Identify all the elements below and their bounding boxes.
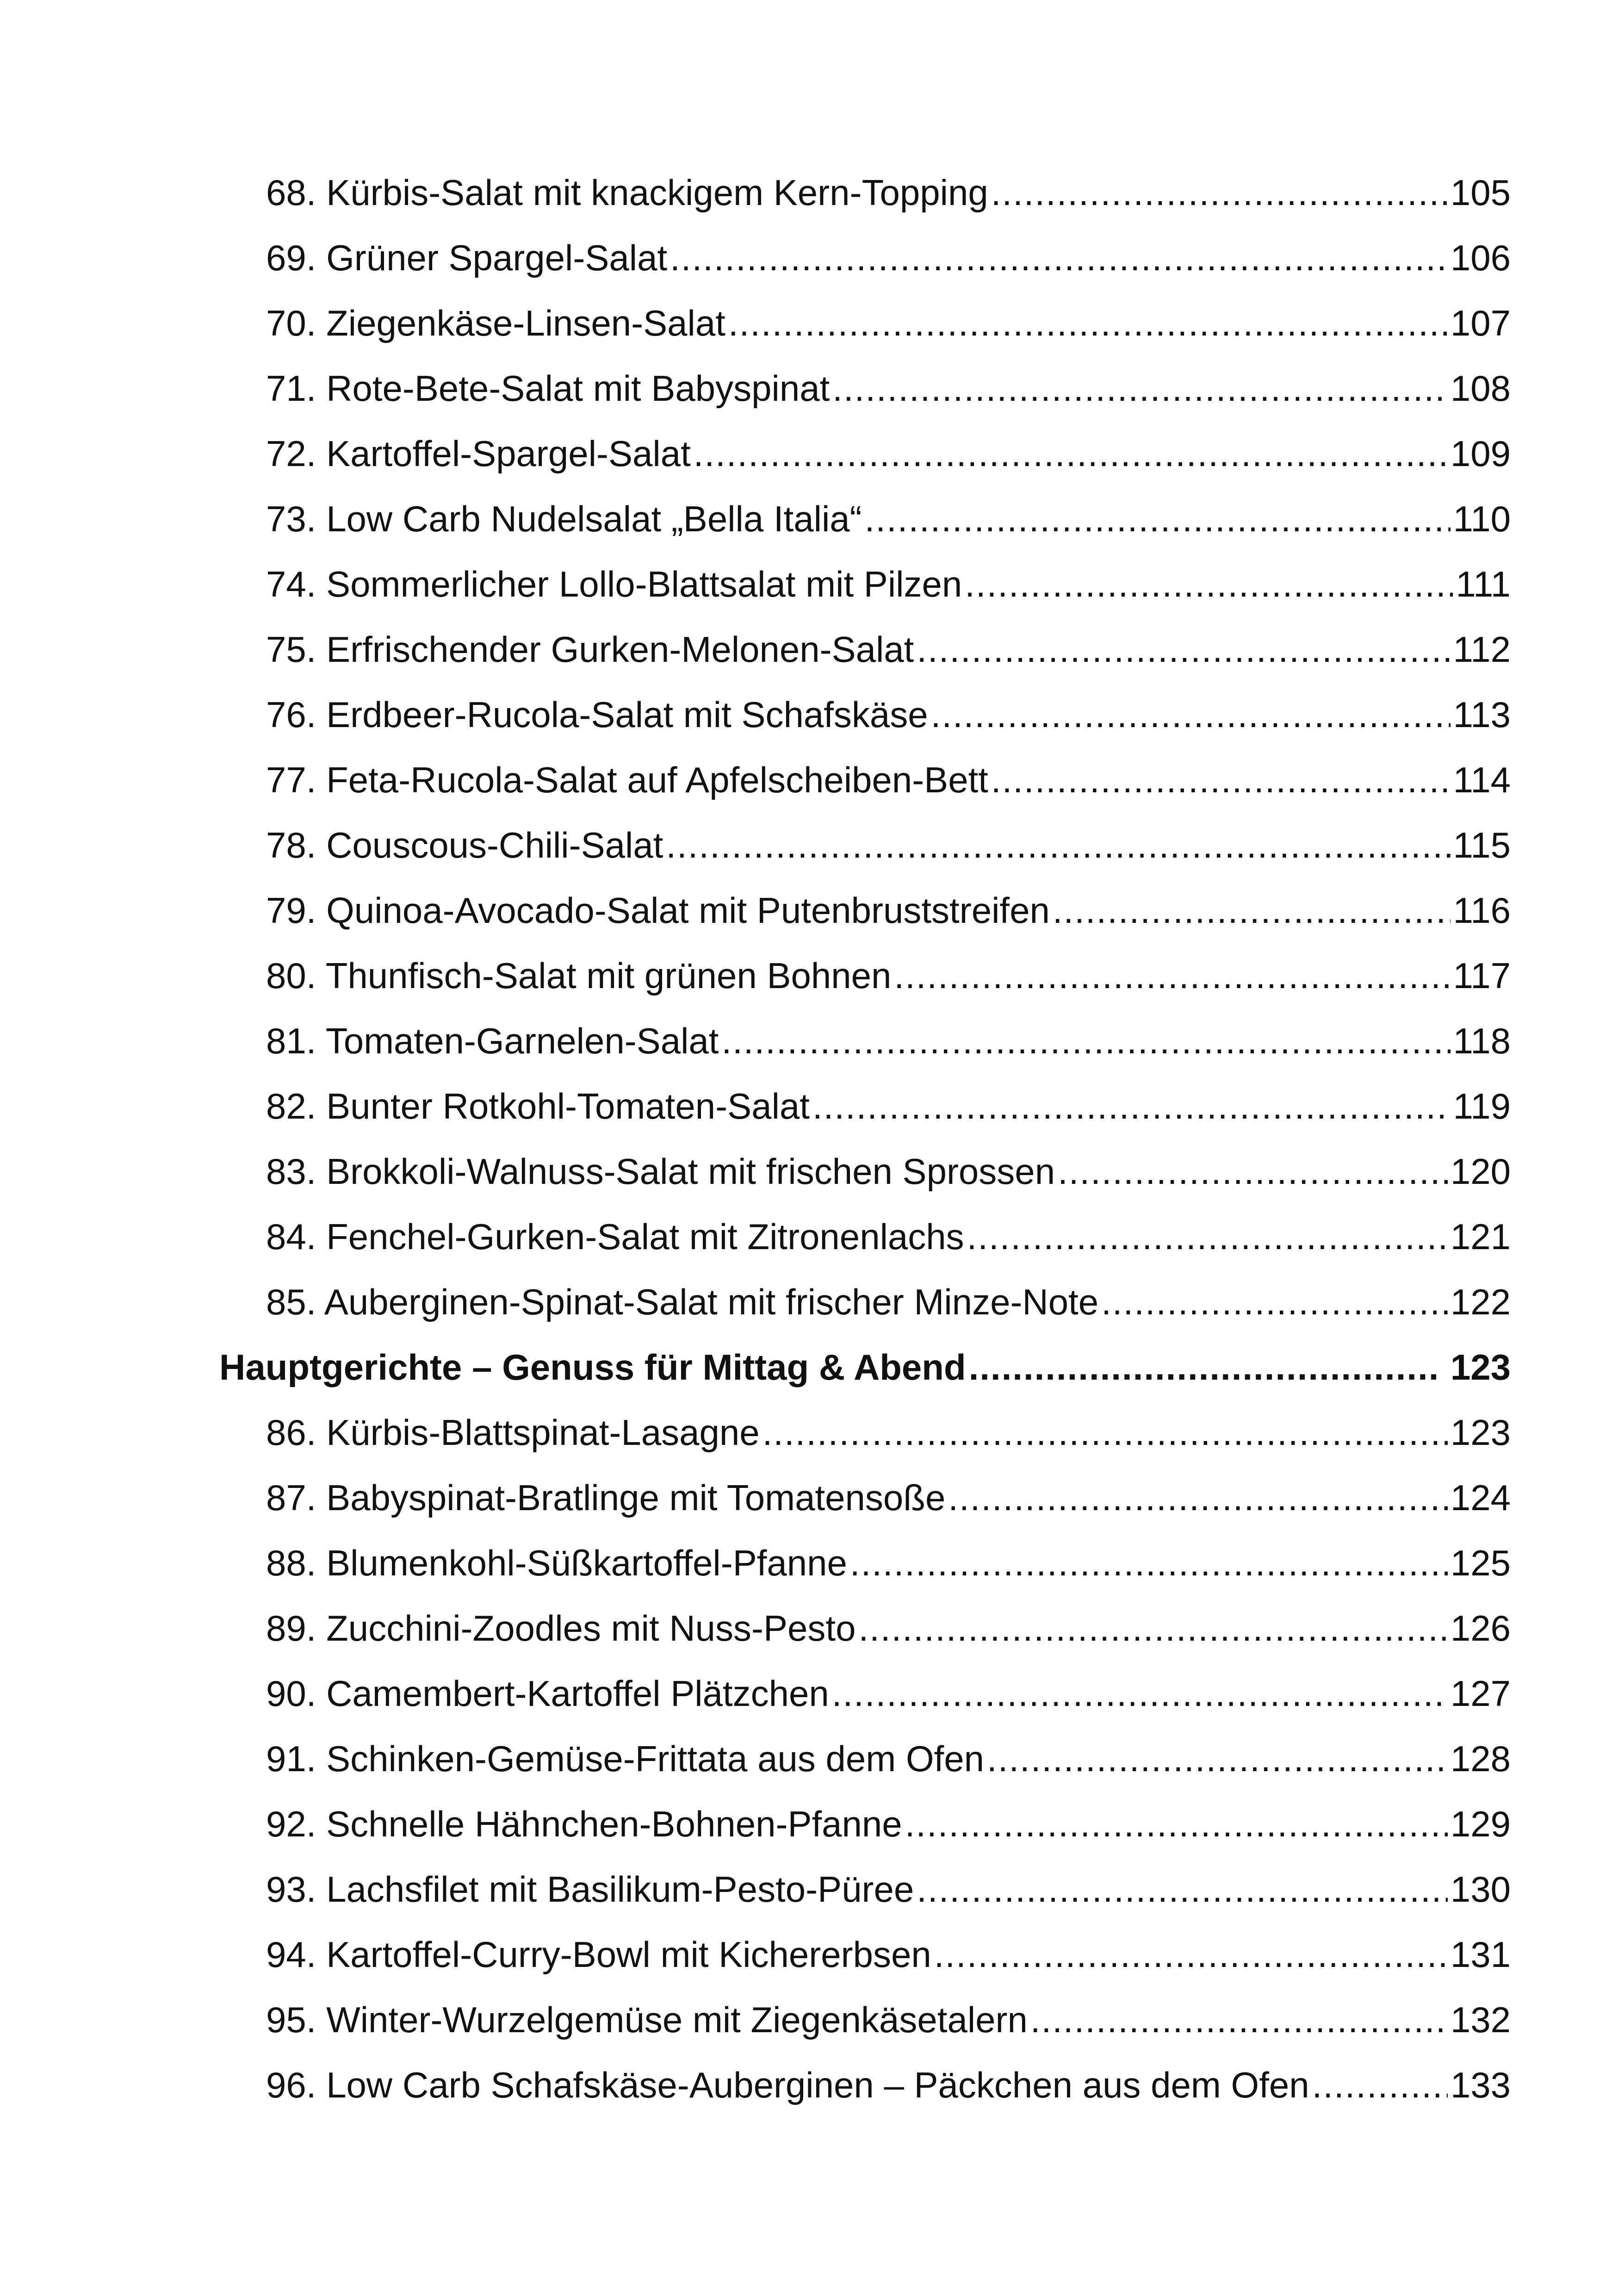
toc-row-content [266,617,1511,682]
toc-page-number: 130 [1450,1869,1511,1910]
toc-row-content [266,1074,1511,1139]
dot-leader [832,356,1448,421]
toc-row-content [266,1596,1511,1661]
toc-entry [0,1139,1618,1204]
toc-entry-title: 81. Tomaten-Garnelen-Salat [266,1020,719,1061]
dot-leader [850,1531,1448,1596]
toc-row-content [266,356,1511,421]
toc-page-number: 121 [1450,1216,1511,1257]
toc-entry-title: 72. Kartoffel-Spargel-Salat [266,433,691,474]
toc-entry [0,356,1618,421]
dot-leader [865,486,1451,552]
toc-entry-title: 93. Lachsfilet mit Basilikum-Pesto-Püree [266,1869,914,1910]
toc-page-number: 133 [1450,2065,1511,2105]
dot-leader [917,617,1450,682]
toc-row-content [266,552,1511,617]
toc-entry-title: 79. Quinoa-Avocado-Salat mit Putenbruststreifen [266,890,1050,931]
toc-page-number: 106 [1450,237,1511,278]
toc-entry-title: 90. Camembert-Kartoffel Plätzchen [266,1673,829,1714]
dot-leader [987,1726,1448,1792]
toc-entry [0,1008,1618,1074]
toc-row-content [266,1987,1511,2053]
dot-leader [1053,878,1451,943]
dot-leader [1312,2053,1448,2118]
toc-row-content [266,682,1511,747]
toc-page-number: 122 [1450,1282,1511,1322]
toc-page-number: 126 [1450,1608,1511,1649]
dot-leader [763,1400,1448,1465]
toc-page-number: 123 [1450,1412,1511,1453]
toc-entry [0,1074,1618,1139]
toc-entry-title: 78. Couscous-Chili-Salat [266,825,663,865]
toc-entry [0,1726,1618,1792]
dot-leader [721,1008,1450,1074]
toc-row-content [266,1400,1511,1465]
toc-row-content [266,1792,1511,1857]
toc-entry [0,878,1618,943]
toc-row-content [266,1922,1511,1987]
toc-entry [0,1400,1618,1465]
toc-page-number: 132 [1450,1999,1511,2040]
toc-entry-title: 88. Blumenkohl-Süßkartoffel-Pfanne [266,1543,847,1583]
dot-leader [991,747,1451,813]
toc-entry [0,1922,1618,1987]
dot-leader [666,813,1450,878]
toc-entry [0,2053,1618,2118]
dot-leader [832,1661,1448,1726]
toc-entry-title: 95. Winter-Wurzelgemüse mit Ziegenkäsetalern [266,1999,1028,2040]
toc-row-content [219,1335,1511,1400]
toc-page-number: 120 [1450,1151,1511,1192]
toc-row-content [266,291,1511,356]
dot-leader [967,1204,1448,1269]
toc-entry [0,943,1618,1008]
toc-entry-title: 69. Grüner Spargel-Salat [266,237,668,278]
toc-entry [0,1792,1618,1857]
toc-page-number: 117 [1453,955,1511,996]
dot-leader [905,1792,1448,1857]
dot-leader [969,1335,1437,1400]
toc-entry-title: 68. Kürbis-Salat mit knackigem Kern-Topping [266,172,988,213]
dot-leader [934,1922,1448,1987]
toc-entry [0,1661,1618,1726]
toc-entry [0,291,1618,356]
toc-entry [0,486,1618,552]
toc-entry [0,813,1618,878]
toc-row-content [266,1661,1511,1726]
dot-leader [728,291,1448,356]
toc-page-number: 112 [1453,629,1511,670]
toc-entry [0,1465,1618,1531]
toc-entry-title: 86. Kürbis-Blattspinat-Lasagne [266,1412,760,1453]
dot-leader [670,225,1448,291]
toc-page-number: 124 [1450,1477,1511,1518]
toc-entry-title: 73. Low Carb Nudelsalat „Bella Italia“ [266,498,862,539]
toc-entry [0,682,1618,747]
table-of-contents [0,160,1618,2118]
toc-entry [0,747,1618,813]
toc-page-number: 110 [1453,498,1511,539]
toc-row-content [266,813,1511,878]
toc-entry [0,1269,1618,1335]
toc-row-content [266,943,1511,1008]
toc-entry [0,1857,1618,1922]
toc-entry-title: 85. Auberginen-Spinat-Salat mit frischer Minze-Note [266,1282,1099,1322]
toc-entry-title: 80. Thunfisch-Salat mit grünen Bohnen [266,955,892,996]
dot-leader [894,943,1450,1008]
toc-entry [0,421,1618,486]
toc-entry [0,1596,1618,1661]
toc-entry-title: 77. Feta-Rucola-Salat auf Apfelscheiben-Bett [266,759,988,800]
toc-page-number: 109 [1450,433,1511,474]
toc-entry [0,552,1618,617]
toc-page-number: 129 [1450,1804,1511,1844]
toc-row-content [266,421,1511,486]
dot-leader [694,421,1448,486]
toc-entry-title: 76. Erdbeer-Rucola-Salat mit Schafskäse [266,694,928,735]
dot-leader [1058,1139,1448,1204]
toc-row-content [266,225,1511,291]
dot-leader [1101,1269,1448,1335]
toc-page-number: 128 [1450,1738,1511,1779]
toc-row-content [266,160,1511,225]
toc-entry [0,160,1618,225]
toc-page-number: 114 [1453,759,1511,800]
toc-entry-title: 83. Brokkoli-Walnuss-Salat mit frischen Sprossen [266,1151,1055,1192]
toc-entry-title: 89. Zucchini-Zoodles mit Nuss-Pesto [266,1608,856,1649]
toc-page-number: 127 [1450,1673,1511,1714]
toc-entry-title: 82. Bunter Rotkohl-Tomaten-Salat [266,1086,810,1126]
dot-leader [812,1074,1451,1139]
toc-entry-title: 92. Schnelle Hähnchen-Bohnen-Pfanne [266,1804,902,1844]
toc-entry [0,225,1618,291]
toc-row-content [266,2053,1511,2118]
toc-entry-title: 70. Ziegenkäse-Linsen-Salat [266,303,725,343]
toc-page-number: 113 [1453,694,1511,735]
toc-row-content [266,747,1511,813]
toc-row-content [266,1008,1511,1074]
toc-entry-title: 91. Schinken-Gemüse-Frittata aus dem Ofen [266,1738,985,1779]
toc-entry [0,1987,1618,2053]
dot-leader [991,160,1448,225]
toc-entry [0,617,1618,682]
dot-leader [965,552,1453,617]
toc-entry-title: 75. Erfrischender Gurken-Melonen-Salat [266,629,914,670]
toc-entry-title: 71. Rote-Bete-Salat mit Babyspinat [266,368,830,409]
toc-row-content [266,1857,1511,1922]
toc-section-title: Hauptgerichte – Genuss für Mittag & Abend [219,1347,966,1388]
toc-row-content [266,878,1511,943]
toc-entry [0,1204,1618,1269]
toc-page-number: 115 [1453,825,1511,865]
toc-entry-title: 84. Fenchel-Gurken-Salat mit Zitronenlachs [266,1216,964,1257]
toc-page-number: 108 [1450,368,1511,409]
toc-entry-title: 94. Kartoffel-Curry-Bowl mit Kichererbsen [266,1934,931,1975]
toc-entry-title: 87. Babyspinat-Bratlinge mit Tomatensoße [266,1477,946,1518]
dot-leader [858,1596,1447,1661]
toc-page-number: 107 [1450,303,1511,343]
toc-page-number: 118 [1453,1020,1511,1061]
toc-entry [0,1531,1618,1596]
toc-row-content [266,1269,1511,1335]
dot-leader [1030,1987,1448,2053]
toc-page-number: 125 [1450,1543,1511,1583]
toc-page-number: 123 [1450,1347,1511,1388]
toc-section-heading [0,1335,1618,1400]
toc-row-content [266,1726,1511,1792]
toc-page-number: 119 [1453,1086,1511,1126]
toc-page-number: 116 [1453,890,1511,931]
toc-row-content [266,1204,1511,1269]
toc-page-number: 131 [1450,1934,1511,1975]
toc-row-content [266,1465,1511,1531]
toc-row-content [266,1139,1511,1204]
toc-page-number: 105 [1450,172,1511,213]
dot-leader [948,1465,1448,1531]
dot-leader [931,682,1451,747]
toc-page-number: 111 [1456,564,1511,604]
dot-leader [917,1857,1448,1922]
toc-row-content [266,1531,1511,1596]
toc-entry-title: 74. Sommerlicher Lollo-Blattsalat mit Pilzen [266,564,962,604]
toc-row-content [266,486,1511,552]
toc-entry-title: 96. Low Carb Schafskäse-Auberginen – Päckchen aus dem Ofen [266,2065,1309,2105]
